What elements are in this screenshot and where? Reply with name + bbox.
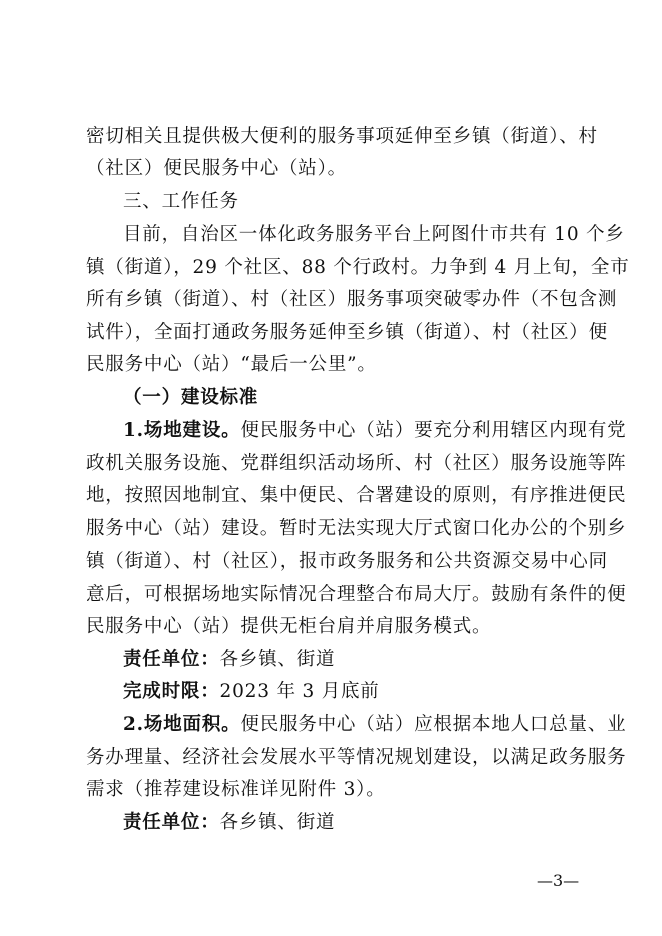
item-title: 1.场地建设。 [123,420,241,441]
paragraph-line: 意后，可根据场地实际情况合理整合布局大厅。鼓励有条件的便 [86,584,627,605]
subsection-heading: （一）建设标准 [123,387,259,408]
item-text: 便民服务中心（站）要充分利用辖区内现有党 [240,420,627,441]
paragraph-line: 试件），全面打通政务服务延伸至乡镇（街道）、村（社区）便 [86,322,608,343]
deadline-label: 完成时限： [123,681,220,702]
responsible-unit-label: 责任单位： [123,812,220,833]
responsible-unit-line [123,645,586,675]
paragraph-line: 镇（街道），29 个社区、88 个行政村。力争到 4 月上旬，全市 [86,257,630,278]
section-heading: 三、工作任务 [123,191,239,212]
paragraph-line: 所有乡镇（街道）、村（社区）服务事项突破零办件（不包含测 [86,289,618,310]
item-text: 便民服务中心（站）应根据本地人口总量、业 [240,714,627,735]
responsible-unit-value: 各乡镇、街道 [219,649,336,670]
paragraph-line: 务办理量、经济社会发展水平等情况规划建设，以满足政务服务 [86,747,627,768]
deadline-value: 2023 年 3 月底前 [219,681,380,702]
paragraph-line: 服务中心（站）建设。暂时无法实现大厅式窗口化办公的个别乡 [86,518,627,539]
responsible-unit-value: 各乡镇、街道 [219,812,336,833]
responsible-unit-label: 责任单位： [123,649,220,670]
deadline-line [123,677,586,707]
paragraph-line: 地，按照因地制宜、集中便民、合署建设的原则，有序推进便民 [86,485,627,506]
paragraph-line: 民服务中心（站）“最后一公里”。 [86,354,377,375]
paragraph-line: 民服务中心（站）提供无柜台肩并肩服务模式。 [86,616,492,637]
item-title: 2.场地面积。 [123,714,241,735]
item-heading-line [123,710,627,740]
paragraph-line: 密切相关且提供极大便利的服务事项延伸至乡镇（街道）、村 [86,126,598,147]
paragraph-line: 目前，自治区一体化政务服务平台上阿图什市共有 10 个乡 [123,224,625,245]
paragraph-line: （社区）便民服务中心（站）。 [86,158,347,179]
paragraph-line: 镇（街道）、村（社区），报市政务服务和公共资源交易中心同 [86,551,608,572]
page-number: —3— [537,871,580,890]
responsible-unit-line [123,808,586,838]
item-heading-line [123,416,627,446]
paragraph-line: 需求（推荐建设标准详见附件 3）。 [86,779,386,800]
paragraph-line: 政机关服务设施、党群组织活动场所、村（社区）服务设施等阵 [86,453,627,474]
